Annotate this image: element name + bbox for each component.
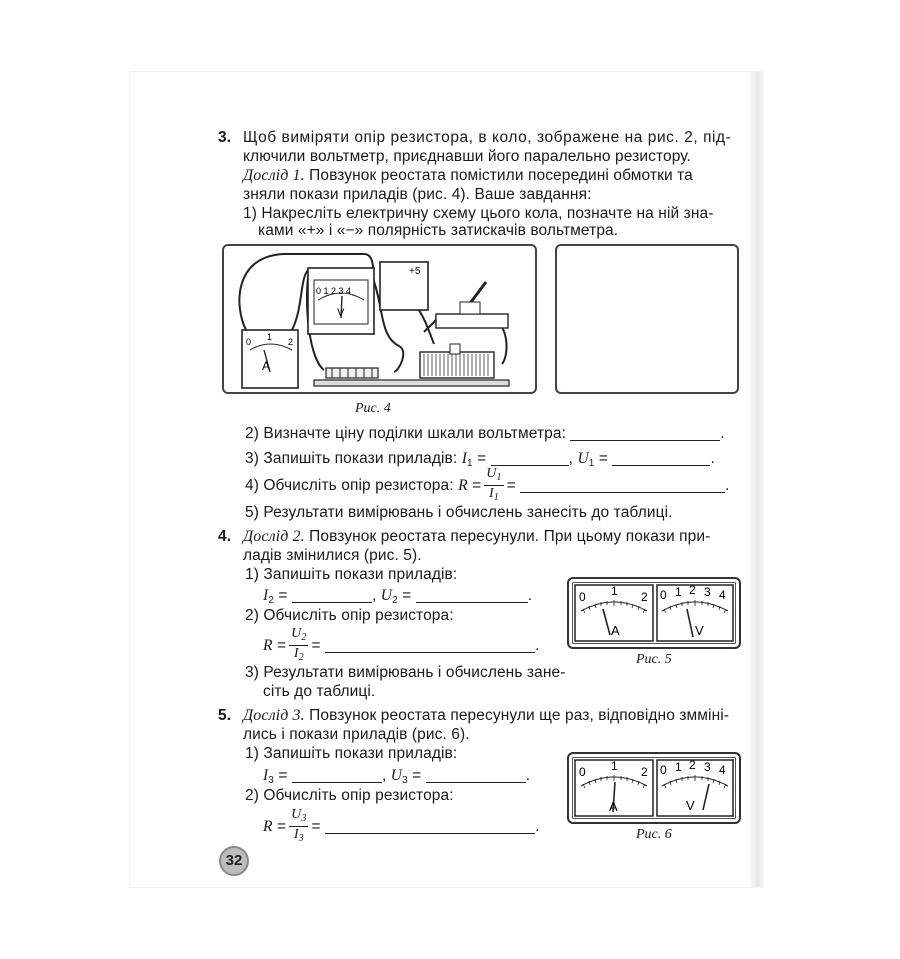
task5-number: 5. — [218, 707, 232, 724]
task3-item1-line1: 1) Накресліть електричну схему цього кола, позначте на ній зна- — [243, 205, 714, 222]
voltmeter6-tick-1: 1 — [675, 760, 682, 774]
task3-line3: Дослід 1. Повзунок реостата помістили посередині обмотки та — [243, 167, 693, 184]
experiment1-label: Дослід 1. — [243, 167, 305, 184]
voltmeter6-tick-3: 3 — [704, 760, 711, 774]
svg-text:V: V — [337, 307, 345, 319]
resistance3-blank[interactable] — [325, 819, 535, 834]
task5-item2: 2) Обчисліть опір резистора: — [245, 787, 454, 804]
figure-5-meters — [567, 577, 741, 649]
task4-item1: 1) Запишіть покази приладів: — [245, 566, 458, 583]
svg-text:A: A — [262, 359, 271, 373]
svg-text:2: 2 — [288, 337, 294, 347]
task4-readings: $I_2$ = , $U_2$ = . — [263, 587, 533, 606]
task4-item2: 2) Обчисліть опір резистора: — [245, 607, 454, 624]
fraction-u2-i2: $\frac{U_2}{I_2}$ — [291, 626, 307, 663]
task3-line2: ключили вольтметр, приєднавши його паралельно резистору. — [243, 148, 691, 165]
task3-line1: Щоб виміряти опір резистора, в коло, зображене на рис. 2, під- — [243, 129, 732, 146]
task5-line2: лись і покази приладів (рис. 6). — [243, 726, 470, 743]
task5-formula: R = $\frac{U_3}{I_3}$ = . — [263, 807, 540, 844]
page-edge — [748, 72, 764, 887]
voltage3-blank[interactable] — [426, 768, 526, 783]
task3-item2: 2) Визначте ціну поділки шкали вольтметра: . — [245, 425, 725, 442]
task4-number: 4. — [218, 528, 232, 545]
resistance2-blank[interactable] — [325, 638, 535, 653]
ammeter6-tick-1: 1 — [611, 759, 618, 773]
scale-division-blank[interactable] — [570, 426, 720, 441]
task3-item1-line2: ками «+» і «−» полярність затискачів вольтметра. — [258, 222, 619, 239]
svg-text:+5: +5 — [409, 266, 421, 277]
figure-6-caption: Рис. 6 — [636, 827, 672, 842]
task4-item3-line2: сіть до таблиці. — [263, 683, 376, 700]
resistance1-blank[interactable] — [520, 478, 725, 493]
voltmeter5-tick-2: 2 — [689, 583, 696, 597]
voltmeter5-letter: V — [695, 623, 704, 638]
task3-item4: 4) Обчисліть опір резистора: R = $\frac{U_1}{I_1}$ = . — [245, 466, 730, 503]
task4-line1: Дослід 2. Повзунок реостата пересунули. При цьому покази при- — [243, 528, 711, 545]
fraction-u1-i1: $\frac{U_1}{I_1}$ — [486, 466, 502, 503]
svg-text:1: 1 — [267, 332, 273, 342]
current1-blank[interactable] — [491, 451, 569, 466]
experiment2-label: Дослід 2. — [243, 528, 305, 545]
task5-line1: Дослід 3. Повзунок реостата пересунули ще раз, відповідно змміні- — [243, 707, 730, 724]
voltmeter5-tick-3: 3 — [704, 585, 711, 599]
task4-item3-line1: 3) Результати вимірювань і обчислень зане- — [245, 664, 566, 681]
voltmeter5-tick-1: 1 — [675, 585, 682, 599]
voltmeter6-tick-4: 4 — [719, 763, 726, 777]
voltmeter5-tick-4: 4 — [719, 588, 726, 602]
ammeter5-tick-1: 1 — [611, 584, 618, 598]
voltmeter6-tick-2: 2 — [689, 758, 696, 772]
voltmeter6-tick-0: 0 — [660, 763, 667, 777]
ammeter5-tick-2: 2 — [641, 590, 648, 604]
voltmeter6-letter: V — [686, 798, 695, 813]
task3-number: 3. — [218, 129, 232, 146]
voltmeter5-tick-0: 0 — [660, 588, 667, 602]
ammeter5-tick-0: 0 — [579, 590, 586, 604]
schematic-drawing-area[interactable] — [555, 244, 739, 394]
ammeter6-letter: A — [609, 799, 618, 814]
task3-line4: зняли покази приладів (рис. 4). Ваше завдання: — [243, 186, 592, 203]
voltage2-blank[interactable] — [416, 588, 528, 603]
page-number: 32 — [219, 846, 249, 876]
figure-6-svg — [569, 754, 739, 822]
figure-4-circuit — [222, 244, 537, 394]
figure-5-caption: Рис. 5 — [636, 652, 672, 667]
figure-4-caption: Рис. 4 — [355, 401, 391, 416]
svg-text:0: 0 — [246, 337, 252, 347]
current3-blank[interactable] — [292, 768, 382, 783]
experiment3-label: Дослід 3. — [243, 707, 305, 724]
task3-item5: 5) Результати вимірювань і обчислень занесіть до таблиці. — [245, 504, 673, 521]
svg-text:0 1 2 3 4: 0 1 2 3 4 — [316, 286, 352, 296]
ammeter6-tick-2: 2 — [641, 765, 648, 779]
ammeter6-tick-0: 0 — [579, 765, 586, 779]
voltage1-blank[interactable] — [612, 451, 710, 466]
task5-readings: $I_3$ = , $U_3$ = . — [263, 767, 531, 786]
task3-item3: 3) Запишіть покази приладів: $I_1$ = , $U_1$ = . — [245, 450, 715, 469]
task5-item1: 1) Запишіть покази приладів: — [245, 745, 458, 762]
figure-6-meters — [567, 752, 741, 824]
figure-5-svg — [569, 579, 739, 647]
circuit-illustration — [224, 246, 535, 392]
task4-formula: R = $\frac{U_2}{I_2}$ = . — [263, 626, 540, 663]
ammeter5-letter: A — [611, 623, 620, 638]
fraction-u3-i3: $\frac{U_3}{I_3}$ — [291, 807, 307, 844]
current2-blank[interactable] — [292, 588, 372, 603]
task4-line2: ладів змінилися (рис. 5). — [243, 547, 422, 564]
